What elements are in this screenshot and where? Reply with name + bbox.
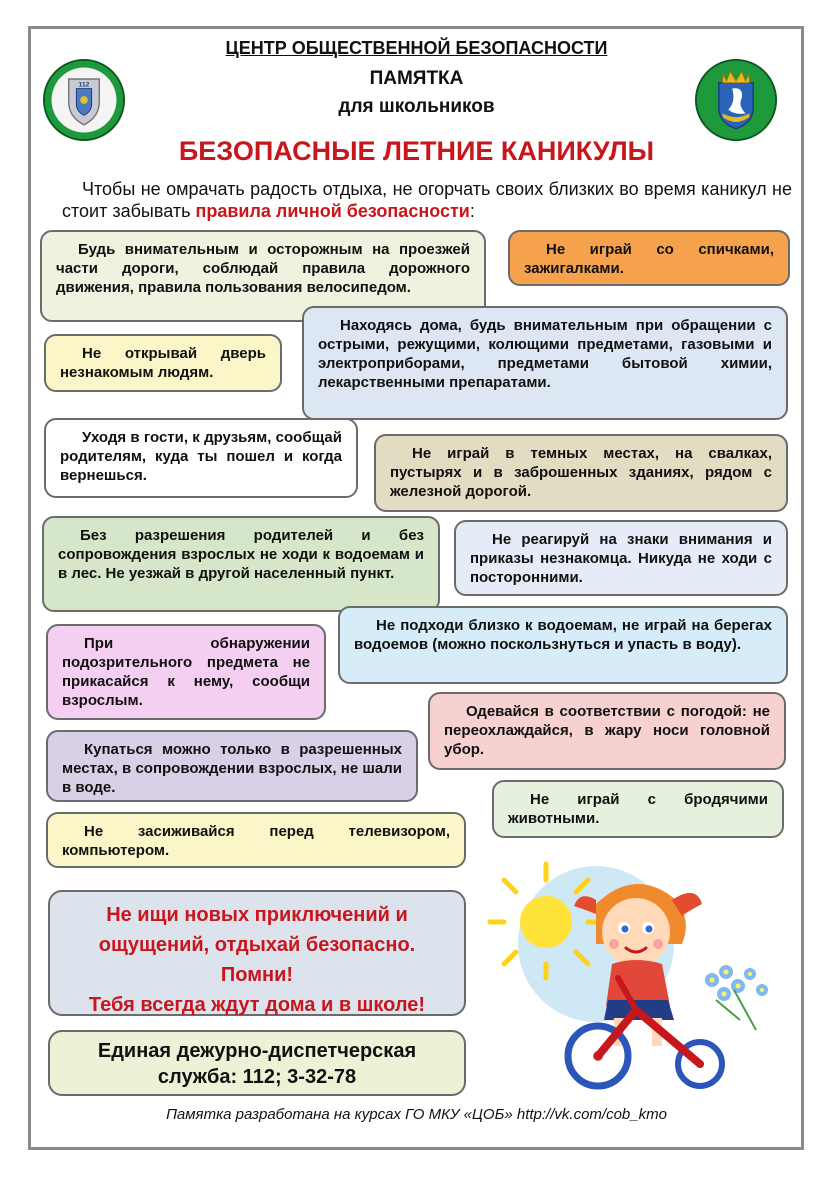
intro-end: : [469, 201, 475, 221]
footer-credits [0, 1106, 833, 1123]
rule-box-visiting [44, 418, 358, 498]
footer-text: Памятка разработана на курсах ГО МКУ «ЦОБ» [166, 1106, 513, 1123]
warning-line: Помни! [220, 964, 294, 986]
warning-line: Тебя всегда ждут дома и в школе! [88, 994, 426, 1016]
memo-subtitle: для школьников [338, 96, 495, 117]
intro-highlight: правила личной безопасности [195, 201, 470, 221]
rule-text: Будь внимательным и осторожным на проезжей части дороги, соблюдай правила дорожного движения, правила пользования велосипедом. [56, 241, 470, 296]
rule-box-animals [492, 780, 784, 838]
rule-text: Купаться можно только в разрешенных местах, в сопровождении взрослых, не шали в воде. [62, 741, 402, 796]
rule-text: Не реагируй на знаки внимания и приказы незнакомца. Никуда не ходи с посторонними. [470, 531, 772, 586]
warning-line: Не ищи новых приключений и [106, 904, 408, 926]
organization-title: ЦЕНТР ОБЩЕСТВЕННОЙ БЕЗОПАСНОСТИ [225, 38, 608, 58]
intro-paragraph [62, 178, 792, 222]
main-headline: БЕЗОПАСНЫЕ ЛЕТНИЕ КАНИКУЛЫ [178, 136, 655, 166]
rule-text: При обнаружении подозрительного предмета не прикасайся к нему, сообщи взрослым. [62, 635, 310, 709]
rule-text: Находясь дома, будь внимательным при обращении с острыми, режущими, колющими предметами, газовыми и электроприборами, предметами бытовой химии, лекарственными препаратами. [318, 317, 772, 391]
rule-box-door [44, 334, 282, 392]
rule-text: Без разрешения родителей и без сопровождения взрослых не ходи к водоемам и в лес. Не уезжай в другой населенный пункт. [58, 527, 424, 582]
child-illustration [486, 860, 786, 1101]
rule-text: Не играй в темных местах, на свалках, пустырях и в заброшенных зданиях, рядом с железной дорогой. [390, 445, 772, 500]
rule-box-water [338, 606, 788, 684]
rule-text: Не открывай дверь незнакомым людям. [60, 345, 266, 381]
rule-box-permission [42, 516, 440, 612]
service-name: Единая дежурно-диспетчерская [97, 1040, 417, 1062]
warning-box [48, 890, 466, 1016]
rule-box-screen-time [46, 812, 466, 868]
memo-title: ПАМЯТКА [369, 68, 464, 89]
rule-text: Не играй со спичками, зажигалками. [524, 241, 774, 277]
rule-text: Не играй с бродячими животными. [508, 791, 768, 827]
rule-text: Уходя в гости, к друзьям, сообщай родителям, куда ты пошел и когда вернешься. [60, 429, 342, 484]
rule-box-strangers [454, 520, 788, 596]
rule-box-swimming [46, 730, 418, 802]
rule-box-weather [428, 692, 786, 770]
rule-box-suspicious [46, 624, 326, 720]
emblem-number: 112 [78, 81, 90, 89]
rule-box-home [302, 306, 788, 420]
rule-box-matches [508, 230, 790, 286]
rule-box-dark-places [374, 434, 788, 512]
warning-line: ощущений, отдыхай безопасно. [98, 934, 416, 956]
service-phones: служба: 112; 3-32-78 [157, 1066, 357, 1088]
emergency-service-box [48, 1030, 466, 1096]
rule-text: Не подходи близко к водоемам, не играй на берегах водоемов (можно поскользнуться и упасть в воду). [354, 617, 772, 653]
footer-link[interactable]: http://vk.com/cob_kmo [516, 1106, 667, 1123]
intro-text: Чтобы не омрачать радость отдыха, не огорчать своих близких во время каникул не стоит забывать [62, 179, 792, 221]
rule-text: Не засиживайся перед телевизором, компьютером. [62, 823, 450, 859]
rule-text: Одевайся в соответствии с погодой: не переохлаждайся, в жару носи головной убор. [444, 703, 770, 758]
